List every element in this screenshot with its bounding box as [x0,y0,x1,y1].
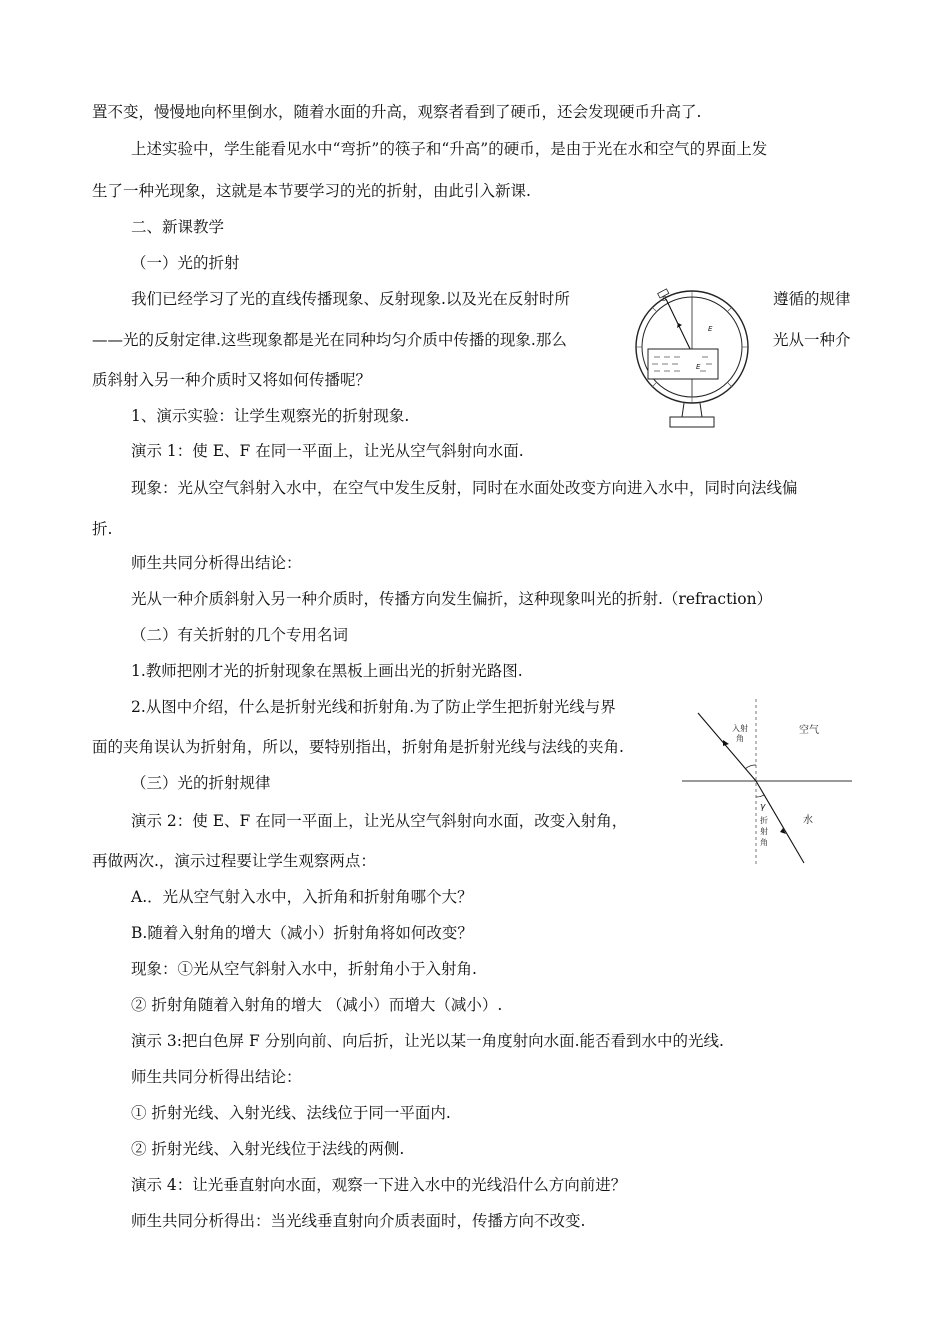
subsection-heading: （三）光的折射规律 [131,774,271,792]
text-line: 2.从图中介绍，什么是折射光线和折射角.为了防止学生把折射光线与界 [131,698,616,716]
text-line: 现象：光从空气斜射入水中，在空气中发生反射，同时在水面处改变方向进入水中，同时向法线偏 [131,479,798,497]
text-line: 1、演示实验：让学生观察光的折射现象. [131,407,410,425]
text-line: 演示 3:把白色屏 F 分别向前、向后折，让光以某一角度射向水面.能否看到水中的光线. [131,1032,724,1050]
label-e: E [708,325,713,333]
text-line: 师生共同分析得出结论： [131,554,302,572]
text-line: ② 折射光线、入射光线位于法线的两侧. [131,1140,405,1158]
optical-disc-figure [630,283,755,433]
text-line: 光从一种介质斜射入另一种介质时，传播方向发生偏折，这种现象叫光的折射.（refraction） [131,590,773,608]
text-line: 现象：①光从空气斜射入水中，折射角小于入射角. [131,960,477,978]
text-line: B.随着入射角的增大（减小）折射角将如何改变？ [131,924,473,942]
incidence-label-1: 入 [732,724,740,733]
refraction-label-3: 角 [760,838,768,847]
subsection-heading: （二）有关折射的几个专用名词 [131,626,349,644]
optical-disc-drawing [630,283,755,433]
refraction-diagram [680,695,855,870]
label-water-e: E [696,363,701,371]
text-line: ——光的反射定律.这些现象都是光在同种均匀介质中传播的现象.那么 [92,331,567,349]
refraction-drawing [680,695,855,870]
text-line: 上述实验中，学生能看见水中“弯折”的筷子和“升高”的硬币，是由于光在水和空气的界面上发 [131,140,768,158]
text-line: 演示 1：使 E、F 在同一平面上，让光从空气斜射向水面. [131,442,524,460]
text-line: 置不变，慢慢地向杯里倒水，随着水面的升高，观察者看到了硬币，还会发现硬币升高了. [92,103,702,121]
text-line: ① 折射光线、入射光线、法线位于同一平面内. [131,1104,451,1122]
text-line: 师生共同分析得出：当光线垂直射向介质表面时，传播方向不改变. [131,1212,586,1230]
incidence-label-3: 角 [736,734,744,743]
gamma-label: γ [760,802,766,812]
refraction-label-2: 射 [760,827,768,836]
refraction-label-1: 折 [760,816,768,825]
air-label: 空气 [799,725,819,736]
text-line: A.．光从空气射入水中，入折角和折射角哪个大？ [131,888,473,906]
text-line: 演示 2：使 E、F 在同一平面上，让光从空气斜射向水面，改变入射角， [131,812,628,830]
text-line: 折. [92,520,113,538]
subsection-heading: （一）光的折射 [131,254,240,272]
water-label: 水 [803,815,813,826]
label-s: S [662,295,667,303]
text-line: 再做两次.，演示过程要让学生观察两点： [92,852,376,870]
text-line: 生了一种光现象，这就是本节要学习的光的折射，由此引入新课. [92,182,531,200]
text-line: 1.教师把刚才光的折射现象在黑板上画出光的折射光路图. [131,662,523,680]
text-line: 质斜射入另一种介质时又将如何传播呢？ [92,371,372,389]
text-line: 师生共同分析得出结论： [131,1068,302,1086]
section-heading: 二、新课教学 [131,218,225,236]
text-line: 光从一种介 [773,331,851,349]
text-line: 面的夹角误认为折射角，所以，要特别指出，折射角是折射光线与法线的夹角. [92,738,624,756]
text-line: 遵循的规律 [773,290,851,308]
text-line: 演示 4：让光垂直射向水面，观察一下进入水中的光线沿什么方向前进？ [131,1176,627,1194]
text-line: 我们已经学习了光的直线传播现象、反射现象.以及光在反射时所 [131,290,570,308]
text-line: ② 折射角随着入射角的增大 （减小）而增大（减小）. [131,996,503,1014]
incidence-label-2: 射 [740,724,748,733]
